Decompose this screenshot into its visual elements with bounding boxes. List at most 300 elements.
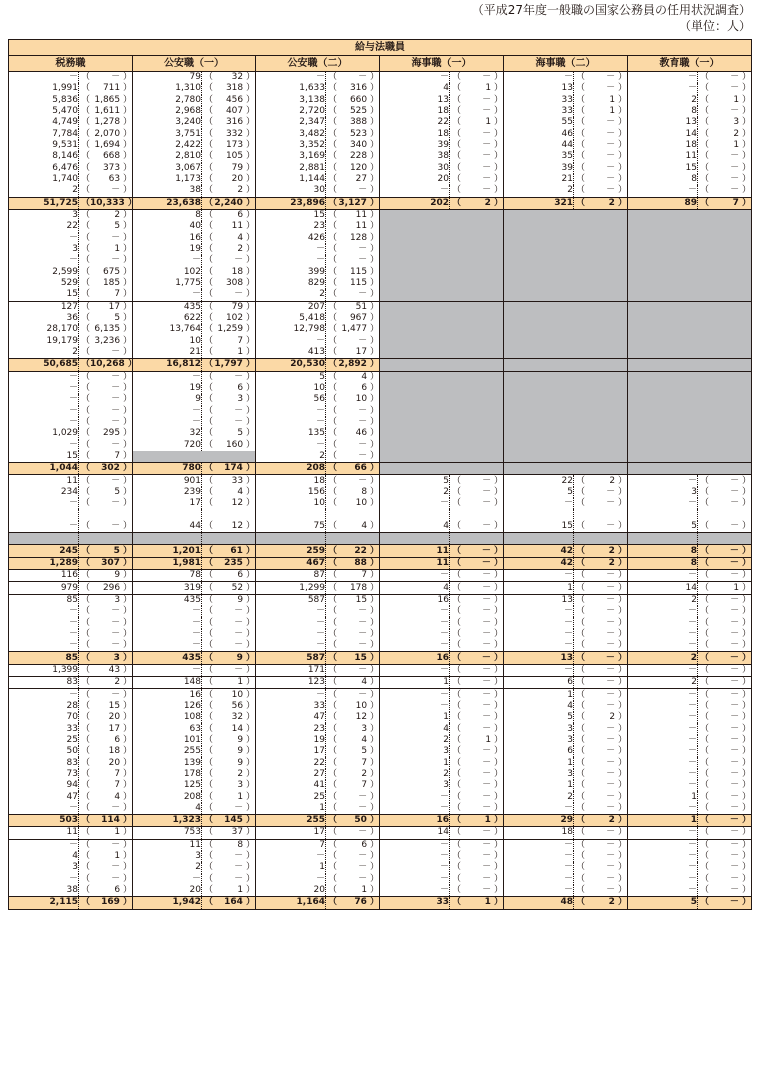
paren-open: （ — [576, 664, 586, 675]
female-count-value: 173 — [225, 140, 244, 151]
count-cell — [380, 440, 450, 451]
female-count-cell — [79, 521, 133, 533]
paren-close: ） — [367, 885, 379, 896]
paren-close: ） — [739, 885, 751, 896]
paren-open: （ — [452, 862, 462, 873]
paren-close: ） — [120, 128, 132, 139]
paren-close: ） — [242, 359, 255, 370]
paren-close: ） — [120, 802, 132, 813]
female-count-cell — [574, 677, 628, 689]
paren-close: ） — [243, 266, 255, 277]
count-cell: － — [504, 629, 574, 640]
female-count-cell — [326, 371, 380, 383]
paren-close: ） — [490, 557, 503, 568]
paren-close: ） — [243, 885, 255, 896]
female-count-cell — [326, 106, 380, 117]
count-cell: 435 — [133, 594, 202, 606]
paren-open: （ — [81, 757, 91, 768]
female-count-value: 7 — [361, 570, 368, 581]
female-count-cell — [326, 72, 380, 84]
paren-open: （ — [452, 689, 462, 700]
female-count-cell — [79, 487, 133, 498]
female-count-value: 3 — [361, 723, 368, 734]
female-count-value: 711 — [102, 83, 121, 94]
female-count-cell — [202, 640, 256, 652]
female-count-cell — [574, 629, 628, 640]
count-cell: 83 — [9, 757, 79, 768]
female-count-value: 174 — [224, 463, 243, 474]
count-cell: － — [9, 498, 79, 509]
count-cell: － — [380, 640, 450, 652]
paren-close: ） — [739, 475, 751, 486]
paren-close: ） — [120, 570, 132, 581]
female-count-cell — [698, 677, 752, 689]
female-count-value: － — [730, 185, 740, 196]
paren-open: （ — [81, 839, 91, 850]
paren-close: ） — [491, 723, 503, 734]
count-cell: 3,169 — [256, 151, 326, 162]
count-cell: 503 — [9, 815, 79, 827]
count-cell — [504, 336, 574, 347]
female-count-cell — [698, 606, 752, 617]
count-cell: － — [9, 72, 79, 84]
female-count-value: － — [606, 873, 616, 884]
paren-open: （ — [81, 606, 91, 617]
female-count-value: － — [606, 677, 616, 688]
count-cell — [504, 221, 574, 232]
female-count-cell — [202, 233, 256, 244]
table-row — [9, 371, 752, 383]
female-count-value: 4 — [237, 232, 244, 243]
female-count-cell — [202, 735, 256, 746]
female-count-value: － — [482, 570, 492, 581]
paren-open: （ — [204, 72, 214, 83]
female-count-cell — [79, 163, 133, 174]
female-count-cell — [450, 757, 504, 768]
count-cell: 587 — [256, 594, 326, 606]
female-count-value: 2 — [608, 545, 615, 556]
female-count-cell — [79, 428, 133, 439]
paren-open: （ — [452, 712, 462, 723]
paren-close: ） — [739, 174, 751, 185]
paren-close: ） — [243, 83, 255, 94]
paren-close: ） — [243, 185, 255, 196]
count-cell: 529 — [9, 278, 79, 289]
female-count-value: 178 — [349, 582, 368, 593]
paren-close: ） — [367, 839, 379, 850]
count-cell: － — [504, 803, 574, 815]
count-cell: － — [380, 839, 450, 851]
count-cell: 3 — [9, 209, 79, 221]
female-count-cell — [698, 498, 752, 509]
female-count-cell — [326, 570, 380, 582]
paren-close: ） — [120, 746, 132, 757]
female-count-cell — [202, 487, 256, 498]
paren-close: ） — [738, 897, 751, 908]
paren-open: （ — [328, 394, 338, 405]
female-count-cell — [450, 827, 504, 839]
count-cell: 75 — [256, 521, 326, 533]
paren-close: ） — [243, 520, 255, 531]
female-count-cell — [698, 862, 752, 873]
paren-close: ） — [739, 140, 751, 151]
count-cell: 1 — [504, 582, 574, 594]
paren-open: （ — [81, 106, 91, 117]
female-count-cell — [574, 267, 628, 278]
paren-open: （ — [328, 151, 338, 162]
paren-close: ） — [739, 628, 751, 639]
count-cell: 1 — [628, 791, 698, 802]
female-count-cell — [79, 815, 133, 827]
count-cell: 13 — [504, 594, 574, 606]
count-cell: 4 — [504, 701, 574, 712]
paren-close: ） — [491, 140, 503, 151]
female-count-value: 388 — [349, 117, 368, 128]
count-cell: 8 — [628, 174, 698, 185]
female-count-value: 33 — [231, 475, 244, 486]
female-count-value: 4 — [237, 486, 244, 497]
count-cell: 19,179 — [9, 336, 79, 347]
paren-close: ） — [491, 885, 503, 896]
female-count-cell — [698, 371, 752, 383]
count-cell: － — [504, 874, 574, 885]
female-count-cell — [202, 324, 256, 335]
paren-close: ） — [243, 700, 255, 711]
female-count-cell — [450, 95, 504, 106]
female-count-value: － — [482, 862, 492, 873]
female-count-value: － — [358, 72, 368, 83]
paren-open: （ — [204, 428, 214, 439]
female-count-value: － — [729, 545, 739, 556]
female-count-cell — [79, 606, 133, 617]
table-row — [9, 803, 752, 815]
column-header: 公安職（一） — [133, 56, 256, 72]
count-cell: － — [628, 617, 698, 628]
count-cell: 2 — [504, 791, 574, 802]
female-count-cell — [202, 129, 256, 140]
count-cell — [628, 301, 698, 313]
female-count-cell — [326, 383, 380, 394]
count-cell: － — [504, 498, 574, 509]
count-cell: 78 — [133, 570, 202, 582]
female-count-value: 2 — [237, 768, 244, 779]
female-count-cell — [574, 723, 628, 734]
paren-open: （ — [452, 486, 462, 497]
female-count-cell — [698, 545, 752, 557]
female-count-cell — [450, 701, 504, 712]
female-count-cell — [450, 475, 504, 487]
paren-open: （ — [204, 417, 214, 427]
female-count-cell — [326, 406, 380, 417]
female-count-cell — [202, 652, 256, 664]
count-cell: 15 — [256, 209, 326, 221]
count-cell — [628, 221, 698, 232]
paren-close: ） — [242, 815, 255, 826]
paren-open: （ — [204, 746, 214, 757]
paren-close: ） — [614, 652, 627, 663]
female-count-value: － — [606, 83, 616, 94]
female-count-value: － — [730, 677, 740, 688]
paren-close: ） — [491, 791, 503, 802]
female-count-value: － — [482, 802, 492, 813]
count-cell: － — [256, 72, 326, 84]
female-count-cell — [326, 163, 380, 174]
count-cell: 33 — [256, 701, 326, 712]
paren-open: （ — [81, 278, 91, 289]
paren-close: ） — [615, 498, 627, 509]
female-count-cell — [326, 677, 380, 689]
count-cell — [133, 451, 202, 463]
paren-close: ） — [120, 417, 132, 427]
count-cell — [380, 394, 450, 405]
count-cell — [380, 244, 450, 255]
subtotal-row — [9, 652, 752, 664]
paren-close: ） — [367, 851, 379, 862]
count-cell — [504, 267, 574, 278]
table-row — [9, 140, 752, 151]
table-row — [9, 594, 752, 606]
paren-close: ） — [243, 839, 255, 850]
female-count-cell — [698, 521, 752, 533]
count-cell: 3 — [504, 723, 574, 734]
female-count-cell — [79, 151, 133, 162]
paren-close: ） — [243, 301, 255, 312]
female-count-value: － — [729, 815, 739, 826]
female-count-cell — [202, 475, 256, 487]
count-cell — [628, 533, 698, 545]
female-count-value: 407 — [225, 106, 244, 117]
female-count-cell — [574, 701, 628, 712]
female-count-cell — [79, 371, 133, 383]
female-count-cell — [202, 874, 256, 885]
count-cell: 202 — [380, 197, 450, 209]
table-row — [9, 209, 752, 221]
female-count-value: 3,127 — [338, 197, 367, 208]
female-count-cell — [202, 509, 256, 520]
paren-close: ） — [243, 324, 255, 335]
female-count-cell — [574, 815, 628, 827]
paren-close: ） — [367, 383, 379, 394]
female-count-cell — [202, 851, 256, 862]
count-cell: 208 — [133, 791, 202, 802]
female-count-cell — [202, 289, 256, 301]
paren-open: （ — [204, 463, 214, 474]
female-count-cell — [202, 677, 256, 689]
female-count-value: 5 — [114, 313, 121, 324]
count-cell: 35 — [504, 151, 574, 162]
female-count-cell — [79, 83, 133, 94]
paren-open: （ — [204, 359, 214, 370]
count-cell: 55 — [504, 117, 574, 128]
paren-close: ） — [367, 498, 379, 509]
paren-close: ） — [615, 689, 627, 700]
female-count-cell — [574, 83, 628, 94]
paren-close: ） — [739, 723, 751, 734]
female-count-value: － — [482, 128, 492, 139]
paren-open: （ — [81, 475, 91, 486]
paren-open: （ — [204, 221, 214, 232]
female-count-value: － — [730, 780, 740, 791]
count-cell: 8,146 — [9, 151, 79, 162]
female-count-value: 8 — [237, 839, 244, 850]
count-cell — [504, 406, 574, 417]
female-count-cell — [450, 640, 504, 652]
female-count-cell — [326, 83, 380, 94]
count-cell — [9, 509, 79, 520]
paren-close: ） — [367, 617, 379, 628]
paren-open: （ — [452, 83, 462, 94]
paren-close: ） — [243, 827, 255, 838]
female-count-cell — [574, 640, 628, 652]
count-cell — [628, 209, 698, 221]
count-cell: 135 — [256, 428, 326, 439]
count-cell: － — [256, 336, 326, 347]
female-count-value: － — [606, 768, 616, 779]
paren-close: ） — [367, 289, 379, 300]
paren-open: （ — [452, 677, 462, 688]
paren-open: （ — [576, 140, 586, 151]
paren-close: ） — [615, 712, 627, 723]
female-count-value: － — [606, 628, 616, 639]
count-cell: 85 — [9, 652, 79, 664]
count-cell: 47 — [9, 791, 79, 802]
table-row — [9, 862, 752, 873]
paren-open: （ — [576, 570, 586, 581]
paren-close: ） — [739, 712, 751, 723]
paren-open: （ — [576, 128, 586, 139]
female-count-value: － — [234, 617, 244, 628]
female-count-cell — [574, 221, 628, 232]
paren-close: ） — [243, 780, 255, 791]
count-cell: 3,240 — [133, 117, 202, 128]
count-cell: 108 — [133, 712, 202, 723]
paren-open: （ — [452, 757, 462, 768]
count-cell: － — [628, 839, 698, 851]
female-count-cell — [326, 780, 380, 791]
count-cell: － — [628, 735, 698, 746]
count-cell: 94 — [9, 780, 79, 791]
count-cell: 2 — [628, 652, 698, 664]
paren-open: （ — [700, 174, 710, 185]
female-count-cell — [450, 677, 504, 689]
paren-open: （ — [328, 128, 338, 139]
count-cell: 40 — [133, 221, 202, 232]
count-cell: 1 — [380, 757, 450, 768]
female-count-value: 4 — [361, 371, 368, 382]
female-count-cell — [202, 163, 256, 174]
female-count-value: 3 — [114, 594, 121, 605]
paren-open: （ — [204, 700, 214, 711]
female-count-value: － — [234, 664, 244, 675]
female-count-cell — [79, 664, 133, 676]
female-count-value: 2,240 — [214, 197, 243, 208]
paren-open: （ — [700, 557, 710, 568]
paren-open: （ — [81, 862, 91, 873]
female-count-value: － — [730, 734, 740, 745]
female-count-value: － — [482, 851, 492, 862]
count-cell: － — [628, 629, 698, 640]
female-count-value: － — [482, 185, 492, 196]
count-cell — [628, 463, 698, 475]
female-count-value: 456 — [225, 94, 244, 105]
count-cell — [628, 406, 698, 417]
count-cell: 753 — [133, 827, 202, 839]
female-count-value: － — [482, 873, 492, 884]
female-count-cell — [79, 278, 133, 289]
female-count-value: 7 — [361, 757, 368, 768]
count-cell: 44 — [504, 140, 574, 151]
female-count-value: 79 — [231, 301, 244, 312]
female-count-value: 1 — [237, 791, 244, 802]
female-count-cell — [79, 629, 133, 640]
count-cell — [628, 289, 698, 301]
paren-close: ） — [120, 347, 132, 358]
female-count-cell — [326, 221, 380, 232]
count-cell: 1,981 — [133, 557, 202, 569]
female-count-cell — [574, 897, 628, 909]
paren-close: ） — [120, 301, 132, 312]
count-cell: 3,138 — [256, 95, 326, 106]
count-cell: 4 — [133, 803, 202, 815]
paren-open: （ — [81, 210, 91, 221]
female-count-cell — [202, 780, 256, 791]
count-cell: 6 — [504, 746, 574, 757]
female-count-value: － — [482, 791, 492, 802]
female-count-value: － — [482, 617, 492, 628]
paren-close: ） — [367, 278, 379, 289]
paren-close: ） — [491, 827, 503, 838]
paren-close: ） — [615, 746, 627, 757]
count-cell: 4 — [380, 83, 450, 94]
count-cell: － — [9, 255, 79, 266]
female-count-value: － — [234, 417, 244, 427]
count-cell: － — [628, 803, 698, 815]
paren-open: （ — [452, 520, 462, 531]
paren-close: ） — [243, 72, 255, 83]
female-count-value: 10 — [231, 689, 244, 700]
table-row — [9, 267, 752, 278]
paren-open: （ — [576, 746, 586, 757]
paren-close: ） — [242, 197, 255, 208]
paren-close: ） — [120, 582, 132, 593]
female-count-cell — [698, 174, 752, 185]
female-count-value: 8 — [361, 486, 368, 497]
paren-open: （ — [452, 839, 462, 850]
count-cell — [380, 428, 450, 439]
count-cell: 3 — [380, 746, 450, 757]
table-row — [9, 689, 752, 701]
count-cell: 4 — [380, 521, 450, 533]
count-cell: 1 — [504, 780, 574, 791]
paren-open: （ — [204, 520, 214, 531]
paren-open: （ — [328, 94, 338, 105]
paren-close: ） — [490, 815, 503, 826]
paren-close: ） — [367, 827, 379, 838]
female-count-cell — [574, 95, 628, 106]
female-count-value: 4 — [114, 791, 121, 802]
paren-open: （ — [328, 617, 338, 628]
paren-close: ） — [367, 570, 379, 581]
table-row — [9, 757, 752, 768]
paren-close: ） — [615, 734, 627, 745]
paren-open: （ — [204, 839, 214, 850]
paren-open: （ — [452, 197, 462, 208]
count-cell: 73 — [9, 769, 79, 780]
female-count-value: － — [730, 802, 740, 813]
count-cell: 126 — [133, 701, 202, 712]
female-count-value: 6 — [237, 210, 244, 221]
paren-close: ） — [614, 557, 627, 568]
